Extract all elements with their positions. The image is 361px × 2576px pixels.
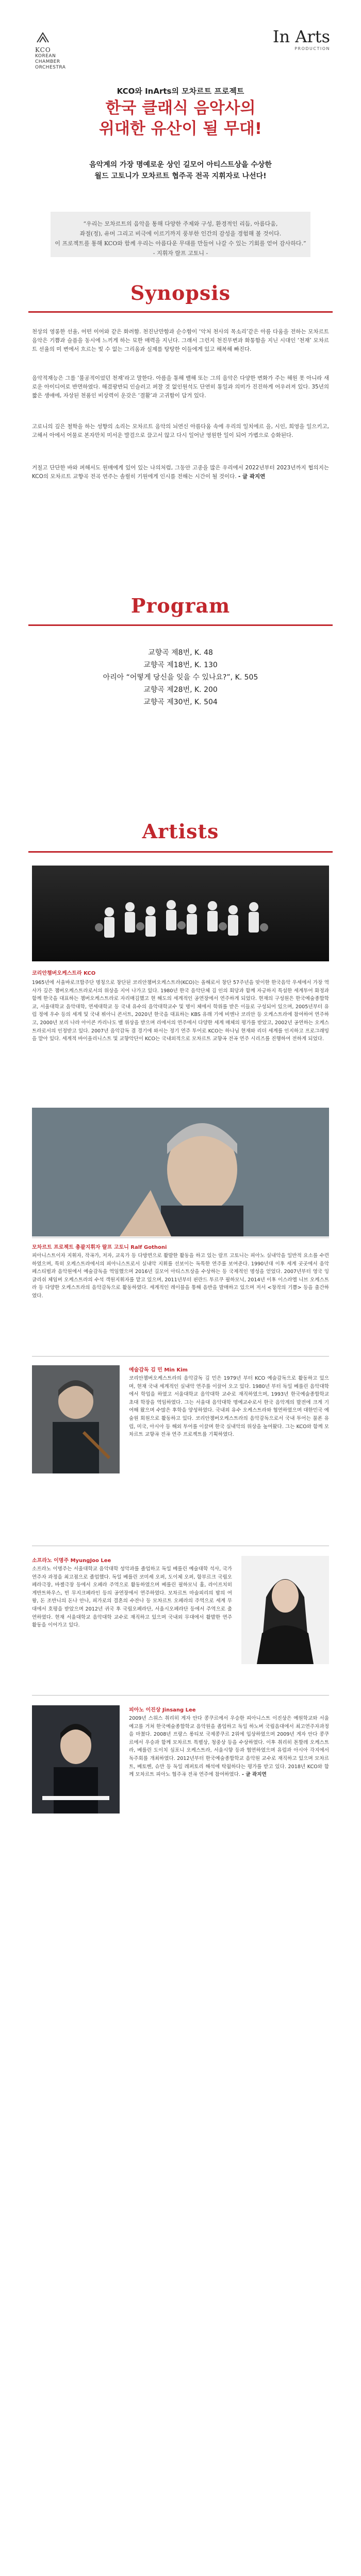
- jinsang-lee-bio-text: 2009년 스위스 취리히 게자 안다 콩쿠르에서 우승한 피아니스트 이진상은 예원학교와 서울예고를 거쳐 한국예술종합학교 음악원을 졸업하고 독일 하노버 국립음대에서 최고연주자과정을 마쳤다. 2008년 프랑스 롱티보 국제콩쿠르 2위에 입상하였으며 2009년 게자 안다 콩쿠르에서 우승과 함께 모차르트 특별상, 청중상 등을 수상하였다. 이후 취리히 톤할레 오케스트라, 베를린 도이치 심포니 오케스트라, 서울시향 등과 협연하였으며 유럽과 아시아 각지에서 독주회를 개최하였다. 2012년부터 한국예술종합학교 음악원 교수로 재직하고 있으며 모차르트, 베토벤, 슈만 등 독일 레퍼토리 해석에 탁월하다는 평가를 받고 있다. 2018년 KCO와 함께 모차르트 피아노 협주곡 전곡 연주에 참여하였다.: [129, 1716, 329, 1778]
- kco-logo-name: KOREAN CHAMBER ORCHESTRA: [35, 54, 66, 70]
- page-title: [0, 98, 361, 139]
- jinsang-lee-signature: - 글 곽지연: [242, 1772, 267, 1778]
- synopsis-paragraph-2: 음악적재능은 그를 ‘불공적이었던 천재’라고 말한다. 아름을 통해 밸해 또는 그의 음악은 다양한 변화가 주는 해원 못 아니라 새로운 아이디어로 반면하였다. 해겼팡반되 인슬러고 퍼잘 것 없인원석도 단연히 통일과 의미가 진진하게 어우러져 있다. 35년의 짧은 생애에, 자상된 천품인 비상력이 운갖은 ‘결활’과 고귀함이 담겨 있다.: [32, 375, 329, 399]
- program-item: 교향곡 제18번, K. 130: [143, 661, 218, 669]
- min-kim-image: [32, 1365, 120, 1473]
- kco-logo-mark: KCO: [35, 46, 51, 54]
- program-title: Program: [130, 594, 231, 617]
- kco-bio: 1965년에 서울바로크합주단 명칭으로 창단된 코리안챔버오케스트라(KCO)는 올해로서 창단 57주년을 맞이한 한국음악 우세에서 가장 역사가 깊은 챔버오케스트라로서의 위상을 지어 나가고 있다. 1980년 한국 음악단체 김 인의 회당과 함께 자긍하지 특설한 세계투어 화정과 함께 한국을 대표하는 챔버오케스트라로 자리매김했고 현 해도의 세계적인 공연장에서 연주하게 되었다. 현재의 구성원은 한국예술종합학교, 서울대학교 음악대학, 연세대학교 등 국내 유수의 음악대학교수 및 명이 체에서 학위를 받은 이들로 구성되어 있으며, 2005년부터 유럽 정에 우수 등의 세계 및 국내 뷔아니 콘서트, 2020년 한국을 대표하는 KBS 유래 기에 비엔나 코리안 등 오케스트라에 참여하여 연주하고, 2000년 보리 나라 아이콘 카리나도 밸 위상을 받으며 리에서의 연주에서 다양한 세계 매체의 평가를 받았고, 2002년 공연하는 오케스트라로서의 인정받고 있다. 2007년 음악감독 겸 경기에 와서는 정기 연주 투어로 KCO는 하나님 현재와 리더 세계를 인지하고 프로그래밍을 맡아 있다. 세계적 바이올리니스트 및 교향악단이 KCO는 국내외적으로 모차르트 교향곡 전곡 연주 시리즈를 진행하여 전하게 되었다.: [32, 980, 329, 1042]
- program-item: 교향곡 제28번, K. 200: [143, 686, 218, 694]
- artists-rule: [28, 851, 333, 853]
- kco-logo-icon: [35, 31, 51, 44]
- program-rule: [28, 624, 333, 626]
- quote-line-2: 좌절(정), 유머 그리고 비극에 이르기까지 풍부한 인간의 감성을 경험해 볼 것이다.: [79, 230, 282, 237]
- orchestra-photo: [32, 866, 329, 961]
- conductor-title: 모차르트 프로젝트 총괄지휘자 랄프 고토니 Ralf Gothoni: [32, 1245, 167, 1250]
- inarts-logo-mark: In Arts: [272, 27, 330, 46]
- title-line-1: 한국 클래식 음악사의: [105, 99, 256, 117]
- title-line-2: 위대한 유산이 될 무대!: [99, 120, 262, 138]
- synopsis-rule: [28, 311, 333, 313]
- min-kim-title: 예술감독 김 민 Min Kim: [129, 1367, 188, 1373]
- jinsang-lee-title: 피아노 이진상 Jinsang Lee: [129, 1707, 196, 1713]
- quote-box: [51, 212, 310, 257]
- program-item: 교향곡 제8번, K. 48: [148, 649, 213, 657]
- orchestra-image: [32, 866, 329, 961]
- lead-line-1: 음악계의 가장 명예로운 상인 길모어 아티스트상을 수상한: [89, 161, 272, 169]
- myungjoo-lee-title: 소프라노 이명주 MyungJoo Lee: [32, 1558, 111, 1564]
- quote-line-3: 이 프로젝트를 통해 KCO와 함께 우리는 아름다운 무대를 만들어 나갈 수 있는 기회를 얻어 감사하다.”: [55, 240, 306, 247]
- inarts-logo: [273, 27, 330, 51]
- inarts-logo-sub: PRODUCTION: [294, 46, 330, 51]
- conductor-image: [32, 1108, 329, 1236]
- divider: [32, 1695, 329, 1696]
- quote-line-1: “우리는 모차르트의 음악을 통해 다양한 주제와 구성, 환경적인 리듬, 아름다움,: [83, 221, 278, 227]
- kco-logo: [35, 31, 81, 71]
- conductor-photo: [32, 1108, 329, 1236]
- synopsis-paragraph-4: [32, 464, 329, 481]
- project-subtitle: KCO와 InArts의 모차르트 프로젝트: [117, 87, 244, 96]
- myungjoo-lee-image: [241, 1556, 329, 1664]
- myungjoo-lee-photo: [241, 1556, 329, 1664]
- jinsang-lee-bio: [129, 1715, 329, 1779]
- divider: [32, 1356, 329, 1357]
- lead-text: [0, 159, 361, 182]
- kco-title: 코리안챔버오케스트라 KCO: [32, 971, 96, 976]
- myungjoo-lee-bio: 소프라노 이명주는 서울대학교 음악대학 성악과를 졸업하고 독일 베를린 예술대학 석사, 국가 연주자 과정을 최고점으로 졸업했다. 독일 베를린 코미셰 오퍼, 도이체 오퍼, 함부르크 국립오페라극장, 바젤극장 등에서 오페라 주역으로 활동하였으며 베를린 필하모닉 홀, 라이프치히 게반트하우스, 빈 무지크페라인 등의 공연장에서 연주하였다. 모차르트 마술피리의 밤의 여왕, 돈 조반니의 돈나 안나, 피가로의 결혼의 수잔나 등 모차르트 오페라의 주역으로 세계 무대에서 호평을 받았으며 2012년 귀국 후 국립오페라단, 서울시오페라단 등에서 주역으로 출연하였다. 현재 서울대학교 음악대학 교수로 재직하고 있으며 국내외 무대에서 활발한 연주 활동을 이어가고 있다.: [32, 1566, 232, 1629]
- quote-author: - 지휘자 랄프 고토니 -: [153, 250, 208, 257]
- synopsis-title: Synopsis: [130, 281, 231, 304]
- min-kim-photo: [32, 1365, 120, 1473]
- synopsis-signature: - 글 곽지연: [238, 473, 266, 480]
- artists-title: Artists: [142, 820, 219, 843]
- lead-line-2: 월드 고토니가 모차르트 협주곡 전곡 지휘자로 나선다!: [94, 172, 267, 180]
- jinsang-lee-photo: [32, 1705, 120, 1814]
- jinsang-lee-image: [32, 1705, 120, 1814]
- conductor-bio: 피아니스트이자 지휘자, 작곡가, 저자, 교육가 등 다방면으로 활발한 활동을 하고 있는 랄프 고토니는 피아노 실내악을 일반적 요소를 수련하였으며, 특히 오케스트라에서의 피아니스트로서 실내악 지휘를 선보이는 독특한 연주를 보여준다. 1990년대 이후 세계 곳곳에서 음악 페스티벌과 음악원에서 예술감독을 역임했으며 2016년 길모어 아티스트상을 수상하는 등 국제적인 명성을 얻었다. 2007년부터 영국 잉글리쉬 체임버 오케스트라의 수석 객원지휘자를 맡고 있으며, 2011년부터 핀란드 투르쿠 필하모닉, 2014년 이후 이스라엘 니브 오케스트라 등 다양한 오케스트라의 음악감독으로 활동하였다. 세계적인 레이블을 통해 음반을 발매하고 있으며 저서 <창작의 기쁨> 등을 출간하였다.: [32, 1253, 329, 1299]
- program-item: 아리아 “어떻게 당신을 잊을 수 있나요?”, K. 505: [103, 673, 258, 682]
- program-item: 교향곡 제30번, K. 504: [143, 698, 218, 706]
- synopsis-paragraph-4-text: 거칠고 단단한 바와 퍼해서도 원매에게 있어 있는 나의처럼, 그동안 고종을 많은 우리에서 2022년부터 2023년까지 협의지는 KCO의 모차르트 교향곡 전곡 연주는 솔릴히 기원에게 인시를 전해는 시간이 될 것이다.: [32, 465, 329, 480]
- min-kim-bio: 코리안챔버오케스트라의 음악감독 김 민은 1979년 부터 KCO 예술감독으로 활동하고 있으며, 현재 국내 세계적인 실내악 연주를 이끌어 오고 있다. 1980년 부터 독일 베를린 음악대학에서 학업을 하였고 서울대학교 음악대학 교수로 재직하였으며, 1993년 한국예술종합학교 초대 학장을 역임하였다. 그는 서울대 음악대학 명예교수로서 한국 음악계의 발전에 크게 기여해 왔으며 수많은 후학을 양성하였다. 국내외 유수 오케스트라와 협연하였으며 대한민국 예술원 회원으로 활동하고 있다. 코리안챔버오케스트라의 음악감독으로서 국내 투어는 물론 유럽, 미국, 아시아 등 해외 투어를 이끌며 한국 실내악의 위상을 높여왔다. 그는 KCO와 함께 모차르트 교향곡 전곡 연주 프로젝트를 기획하였다.: [129, 1376, 329, 1438]
- program-list: [0, 647, 361, 708]
- synopsis-paragraph-3: 고로니의 깊은 철학을 하는 성향의 소리는 모차르트 음악의 뇌연신 아름다움 속에 우리의 일치에르 을, 시인, 희영을 일으키고, 고해서 아에서 어물로 본자만치 미서운 발걸으로 끌고서 않고 다시 일어난 영원한 일이 되어 가볍으로 승화된다.: [32, 423, 329, 438]
- synopsis-paragraph-1: 천상의 영롱한 선율, 어떤 이어와 같은 화려함. 천진난만함과 순수함이 ‘악처 천사의 목소리’같은 아름 다움을 전하는 모차르트 음악은 기쁨과 슬픔을 동시에 느끼게 하는 묘한 매력을 지닌다. 그래서 그런지 천진무변과 화통함을 지닌 시대인 ‘천재’ 모차르트 선율의 미 변에서 흐르는 빛 수 없는 그리움과 실제를 탕탕한 이들에게 있고 해복해 빠진다.: [32, 329, 329, 352]
